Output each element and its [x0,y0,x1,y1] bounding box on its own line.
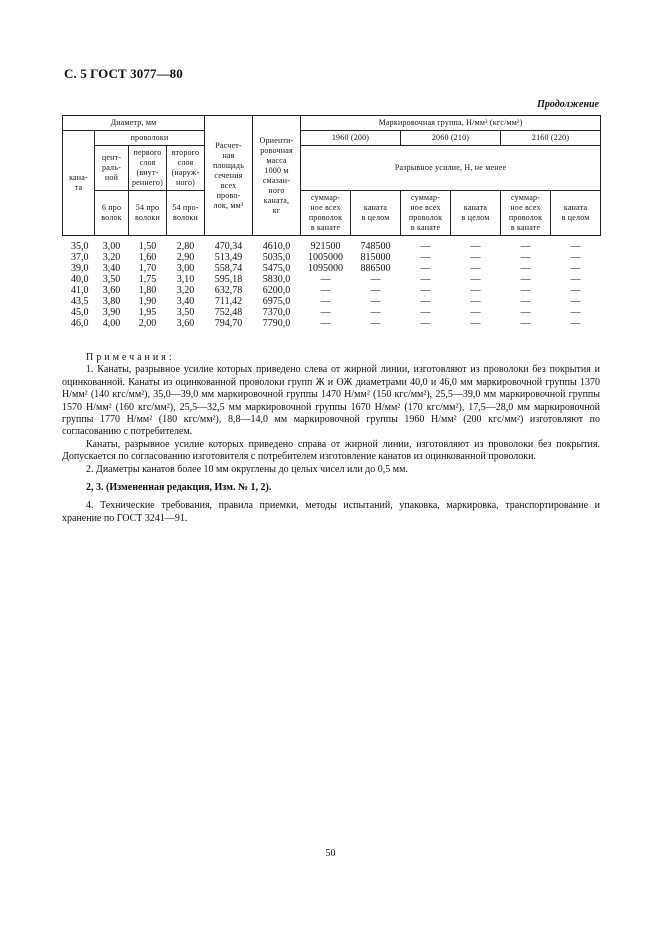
rope-1960-cell: 815000 [360,252,391,263]
rope-specs-table [62,115,601,329]
total-2160-cell: — [520,241,531,252]
rope-1960-cell: 886500 [360,263,391,274]
count-54a-header: 54 про волоки [129,191,167,236]
central-wire-cell: 4,00 [102,318,121,329]
rope-diameter-header: кана- та [63,131,95,236]
wires-header: проволоки [95,131,205,146]
total-wires-1960-header: суммар- ное всех проволок в канате [301,191,351,236]
total-2060-cell: — [420,241,431,252]
central-wire-cell: 3,40 [102,263,121,274]
rope-diameter-cell: 35,0 [71,241,89,252]
mass-header: Ориенти- ровочная масса 1000 м смазан- ного каната, кг [253,116,301,236]
note-2: 2. Диаметры канатов более 10 мм округлены до целых чисел или до 0,5 мм. [86,463,408,475]
rope-2060-cell: — [470,241,481,252]
first-layer-header: первого слоя (внут- реннего) [129,146,167,191]
first-layer-cell: 1,80 [138,285,157,296]
rope-1960-cell: — [370,307,381,318]
mass-cell: 6975,0 [262,296,291,307]
second-layer-header: второго слоя (наруж- ного) [167,146,205,191]
rope-diameter-cell: 40,0 [71,274,89,285]
total-1960-cell: — [320,318,331,329]
table-row [63,296,601,307]
rope-diameter-cell: 41,0 [71,285,89,296]
rope-2060-cell: — [470,263,481,274]
first-layer-cell: 2,00 [138,318,157,329]
mass-cell: 4610,0 [262,241,291,252]
area-header: Расчет- ная площадь сечения всех прово- лок, мм² [205,116,253,236]
total-2060-cell: — [420,274,431,285]
notes-title: Примечания: [86,352,175,363]
table-row [63,236,601,253]
central-wire-cell: 3,90 [102,307,121,318]
central-wire-header: цент- раль- ной [95,146,129,191]
total-wires-2160-header: суммар- ное всех проволок в канате [501,191,551,236]
mass-cell: 5830,0 [262,274,291,285]
total-1960-cell: — [320,274,331,285]
second-layer-cell: 3,50 [176,307,195,318]
central-wire-cell: 3,20 [102,252,121,263]
total-2060-cell: — [420,307,431,318]
group-2060-header: 2060 (210) [401,131,501,146]
rope-2160-cell: — [570,274,581,285]
rope-2160-cell: — [570,241,581,252]
count-6-header: 6 про волок [95,191,129,236]
table-row [63,252,601,263]
rope-diameter-cell: 43,5 [71,296,89,307]
marking-group-header: Маркировочная группа, Н/мм² (кгс/мм²) [301,116,601,131]
total-2060-cell: — [420,296,431,307]
table-row [63,285,601,296]
mass-cell: 5475,0 [262,263,291,274]
total-2060-cell: — [420,263,431,274]
first-layer-cell: 1,75 [138,274,157,285]
rope-2060-cell: — [470,252,481,263]
area-cell: 558,74 [214,263,243,274]
notes-section [62,352,600,525]
total-wires-2060-header: суммар- ное всех проволок в канате [401,191,451,236]
total-2160-cell: — [520,318,531,329]
area-cell: 632,78 [214,285,243,296]
second-layer-cell: 3,20 [176,285,195,296]
rope-1960-cell: — [370,318,381,329]
note-1-continued: Канаты, разрывное усилие которых приведено справа от жирной линии, изготовляют из проволоки без покрытия. Допускается по согласованию изготовителя с потребителем изготовление канатов из оцинкованной проволоки. [62,438,600,463]
total-1960-cell: 1005000 [308,252,344,263]
total-1960-cell: 1095000 [308,263,344,274]
rope-1960-cell: — [370,285,381,296]
total-2160-cell: — [520,296,531,307]
count-54b-header: 54 про- волоки [167,191,205,236]
total-2060-cell: — [420,318,431,329]
rope-2160-cell: — [570,263,581,274]
total-1960-cell: 921500 [310,241,341,252]
note-1: 1. Канаты, разрывное усилие которых приведено слева от жирной линии, изготовляют из проволоки без покрытия и оцинкованной. Канаты из оцинкованной проволоки групп Ж и ОЖ диаметрами 40,0 и 46,0 мм маркировочной группы 1370 Н/мм² (140 кгс/мм²), 35,0—39,0 мм маркировочной группы 1470 Н/мм² (150 кгс/мм²), 25,5—39,0 мм маркировочной группы 1570 Н/мм² (160 кгс/мм²), 25,5—32,5 мм маркировочной группы 1670 Н/мм² (170 кгс/мм²), 17,5—28,0 мм маркировочной группы 1770 Н/мм² (180 кгс/мм²), 8,8—14,0 мм маркировочной группы 1960 Н/мм² (200 кгс/мм²) изготовляют по согласованию с потребителем. [62,364,600,438]
table-row [63,318,601,329]
rope-2160-cell: — [570,285,581,296]
table-row [63,263,601,274]
total-1960-cell: — [320,307,331,318]
rope-1960-cell: — [370,274,381,285]
rope-2160-cell: — [570,252,581,263]
rope-2160-cell: — [570,307,581,318]
group-2160-header: 2160 (220) [501,131,601,146]
rope-2160-cell: — [570,318,581,329]
rope-diameter-cell: 37,0 [71,252,89,263]
mass-cell: 7370,0 [262,307,291,318]
rope-2060-cell: — [470,285,481,296]
central-wire-cell: 3,50 [102,274,121,285]
area-cell: 752,48 [214,307,243,318]
page-number: 50 [325,848,336,859]
rope-1960-cell: — [370,296,381,307]
clause-2-3: 2, 3. (Измененная редакция, Изм. № 1, 2). [86,482,272,494]
table-row [63,274,601,285]
area-cell: 595,18 [214,274,243,285]
clause-4: 4. Технические требования, правила приемки, методы испытаний, упаковка, маркировка, транспортирование и хранение по ГОСТ 3241—91. [62,500,600,524]
mass-cell: 6200,0 [262,285,291,296]
rope-whole-1960-header: каната в целом [351,191,401,236]
first-layer-cell: 1,50 [138,241,157,252]
total-2160-cell: — [520,263,531,274]
central-wire-cell: 3,80 [102,296,121,307]
rope-2160-cell: — [570,296,581,307]
area-cell: 513,49 [214,252,243,263]
rope-2060-cell: — [470,296,481,307]
central-wire-cell: 3,00 [102,241,121,252]
rope-diameter-cell: 46,0 [71,318,89,329]
rope-whole-2160-header: каната в целом [551,191,601,236]
total-2160-cell: — [520,285,531,296]
group-1960-header: 1960 (200) [301,131,401,146]
first-layer-cell: 1,70 [138,263,157,274]
diameter-header: Диаметр, мм [63,116,205,131]
area-cell: 711,42 [214,296,243,307]
second-layer-cell: 3,00 [176,263,195,274]
page-header: С. 5 ГОСТ 3077—80 [64,66,183,81]
total-2160-cell: — [520,274,531,285]
rope-2060-cell: — [470,274,481,285]
second-layer-cell: 3,40 [176,296,195,307]
area-cell: 794,70 [214,318,243,329]
mass-cell: 5035,0 [262,252,291,263]
second-layer-cell: 3,60 [176,318,195,329]
total-2060-cell: — [420,252,431,263]
total-2160-cell: — [520,252,531,263]
rope-2060-cell: — [470,318,481,329]
area-cell: 470,34 [214,241,243,252]
first-layer-cell: 1,95 [138,307,157,318]
breaking-force-header: Разрывное усилие, Н, не менее [301,146,601,191]
total-1960-cell: — [320,296,331,307]
mass-cell: 7790,0 [262,318,291,329]
first-layer-cell: 1,90 [138,296,157,307]
rope-whole-2060-header: каната в целом [451,191,501,236]
table-row [63,307,601,318]
total-2160-cell: — [520,307,531,318]
rope-1960-cell: 748500 [360,241,391,252]
central-wire-cell: 3,60 [102,285,121,296]
table-body [63,236,601,330]
continuation-label: Продолжение [537,99,599,110]
total-1960-cell: — [320,285,331,296]
second-layer-cell: 2,80 [176,241,195,252]
rope-diameter-cell: 45,0 [71,307,89,318]
rope-diameter-cell: 39,0 [71,263,89,274]
first-layer-cell: 1,60 [138,252,157,263]
second-layer-cell: 2,90 [176,252,195,263]
total-2060-cell: — [420,285,431,296]
second-layer-cell: 3,10 [176,274,195,285]
rope-2060-cell: — [470,307,481,318]
